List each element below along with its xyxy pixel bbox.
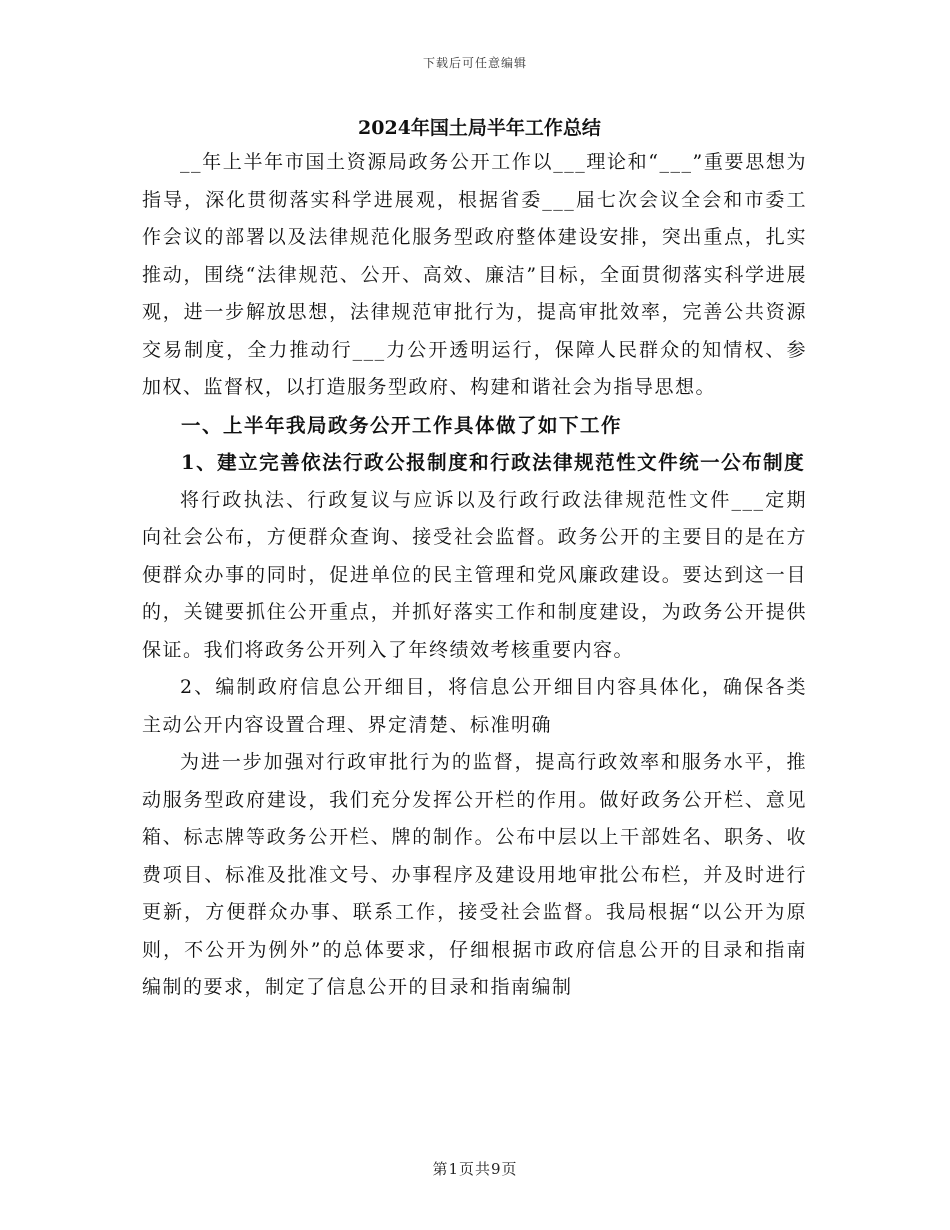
item-paragraph-2: 为进一步加强对行政审批行为的监督，提高行政效率和服务水平，推动服务型政府建设，我们充分发挥公开栏的作用。做好政务公开栏、意见箱、标志牌等政务公开栏、牌的制作。公布中层以上干部姓名、职务、收费项目、标准及批准文号、办事程序及建设用地审批公布栏，并及时进行更新，方便群众办事、联系工作，接受社会监督。我局根据“以公开为原则，不公开为例外”的总体要求，仔细根据市政府信息公开的目录和指南编制的要求，制定了信息公开的目录和指南编制 (142, 751, 807, 998)
section-heading-1: 一、上半年我局政务公开工作具体做了如下工作 (181, 413, 623, 437)
item-paragraph-1: 将行政执法、行政复议与应诉以及行政行政法律规范性文件___定期向社会公布，方便群众查询、接受社会监督。政务公开的主要目的是在方便群众办事的同时，促进单位的民主管理和党风廉政建设。要达到这一目的，关键要抓住公开重点，并抓好落实工作和制度建设，为政务公开提供保证。我们将政务公开列入了年终绩效考核重要内容。 (142, 488, 807, 661)
intro-paragraph: __年上半年市国土资源局政务公开工作以___理论和“___”重要思想为指导，深化贯彻落实科学进展观，根据省委___届七次会议全会和市委工作会议的部署以及法律规范化服务型政府整体建设安排，突出重点，扎实推动，围绕“法律规范、公开、高效、廉洁”目标，全面贯彻落实科学进展观，进一步解放思想，法律规范审批行为，提高审批效率，完善公共资源交易制度，全力推动行___力公开透明运行，保障人民群众的知情权、参加权、监督权，以打造服务型政府、构建和谐社会为指导思想。 (142, 151, 807, 398)
page-number: 第1页共9页 (432, 1160, 518, 1178)
document-body (142, 112, 807, 1007)
page-header-note: 下载后可任意编辑 (422, 56, 527, 70)
document-title: 2024年国土局半年工作总结 (358, 117, 601, 139)
item-heading-1: 1、建立完善依法行政公报制度和行政法律规范性文件统一公布制度 (181, 451, 806, 474)
item-heading-2: 2、编制政府信息公开细目，将信息公开细目内容具体化，确保各类主动公开内容设置合理、界定清楚、标准明确 (142, 676, 807, 736)
